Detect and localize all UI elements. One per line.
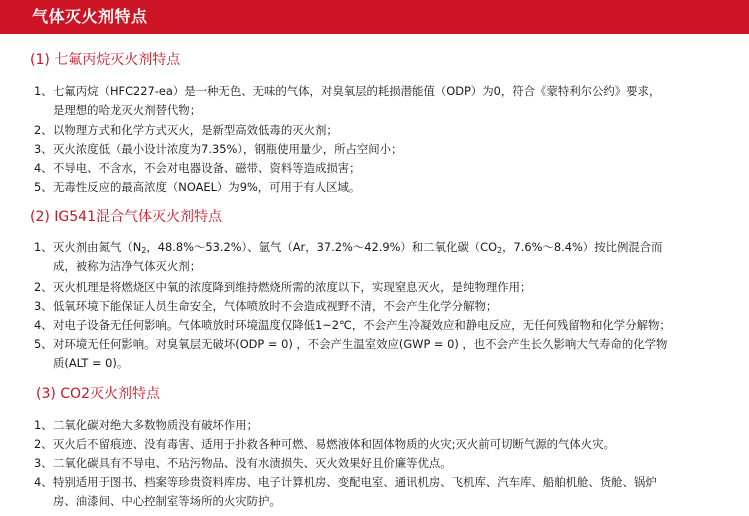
item-text: 灭火剂由氮气（N (53, 240, 142, 254)
item-text-continued: 成，被称为洁净气体灭火剂； (53, 259, 202, 273)
list-item (34, 159, 724, 178)
subscript: 2 (497, 246, 503, 255)
section-title-co2: (3) CO2灭火剂特点 (36, 386, 160, 402)
list-item (34, 454, 724, 473)
item-text-continued: 是理想的哈龙灭火剂替代物； (53, 103, 202, 117)
list-item (34, 82, 724, 120)
item-text: 七氟丙烷（HFC227-ea）是一种无色、无味的气体，对臭氧层的耗损潜能值（ODP）为0，符合《蒙特利尔公约》要求， (53, 84, 661, 98)
item-text-continued: 房、油漆间、中心控制室等场所的火灾防护。 (53, 494, 281, 508)
item-text: ，7.6%～8.4%）按比例混合而 (502, 240, 663, 254)
section-title-heptafluoropropane: (1) 七氟丙烷灭火剂特点 (30, 52, 181, 68)
list-item (34, 316, 724, 335)
list-item (34, 178, 724, 197)
item-number: 4、 (34, 318, 53, 332)
item-number: 4、 (34, 161, 53, 175)
item-number: 1、 (34, 418, 53, 432)
list-item (34, 473, 724, 511)
item-text-continued: 质(ALT = 0)。 (53, 356, 129, 370)
item-number: 5、 (34, 337, 53, 351)
item-text: 不导电、不含水，不会对电器设备、磁带、资料等造成损害； (53, 161, 361, 175)
item-number: 3、 (34, 456, 53, 470)
list-item (34, 140, 724, 159)
section-title-ig541: (2) IG541混合气体灭火剂特点 (30, 209, 222, 225)
item-number: 3、 (34, 299, 53, 313)
item-number: 5、 (34, 180, 53, 194)
item-text: 对电子设备无任何影响。气体喷放时环境温度仅降低1~2℃，不会产生冷凝效应和静电反应，无任何残留物和化学分解物； (53, 318, 671, 332)
item-number: 2、 (34, 123, 53, 137)
item-text: 二氧化碳具有不导电、不玷污物品、没有水渍损失、灭火效果好且价廉等优点。 (53, 456, 452, 470)
item-number: 1、 (34, 84, 53, 98)
list-item (34, 278, 724, 297)
item-number: 2、 (34, 437, 53, 451)
item-text: ，48.8%～53.2%）、氩气（Ar，37.2%～42.9%）和二氧化碳（CO (146, 240, 498, 254)
item-number: 1、 (34, 240, 53, 254)
item-number: 4、 (34, 475, 53, 489)
list-item (34, 416, 724, 435)
item-text: 无毒性反应的最高浓度（NOAEL）为9%，可用于有人区域。 (53, 180, 361, 194)
item-text: 灭火浓度低（最小设计浓度为7.35%），钢瓶使用量少，所占空间小； (53, 142, 403, 156)
item-number: 2、 (34, 280, 53, 294)
item-text: 灭火机理是将燃烧区中氧的浓度降到维持燃烧所需的浓度以下，实现窒息灭火，是纯物理作用； (53, 280, 532, 294)
item-text: 对环境无任何影响。对臭氧层无破坏(ODP = 0) ，不会产生温室效应(GWP = 0) ，也不会产生长久影响大气寿命的化学物 (53, 337, 668, 351)
list-item (34, 121, 724, 140)
list-item (34, 238, 724, 276)
item-number: 3、 (34, 142, 53, 156)
header-bar (0, 0, 749, 34)
subscript: 2 (141, 246, 147, 255)
item-text: 以物理方式和化学方式灭火，是新型高效低毒的灭火剂； (53, 123, 338, 137)
item-text: 二氧化碳对绝大多数物质没有破坏作用； (53, 418, 259, 432)
list-item (34, 435, 724, 454)
list-item (34, 335, 724, 373)
item-text: 特别适用于图书、档案等珍贵资料库房、电子计算机房、变配电室、通讯机房、飞机库、汽车库、船舶机舱、货舱、锅炉 (53, 475, 657, 489)
item-text: 低氧环境下能保证人员生命安全，气体喷放时不会造成视野不清，不会产生化学分解物； (53, 299, 498, 313)
page-title: 气体灭火剂特点 (32, 7, 148, 26)
item-text: 灭火后不留痕迹、没有毒害、适用于扑救各种可燃、易燃液体和固体物质的火灾;灭火前可切断气源的气体火灾。 (53, 437, 615, 451)
list-item (34, 297, 724, 316)
